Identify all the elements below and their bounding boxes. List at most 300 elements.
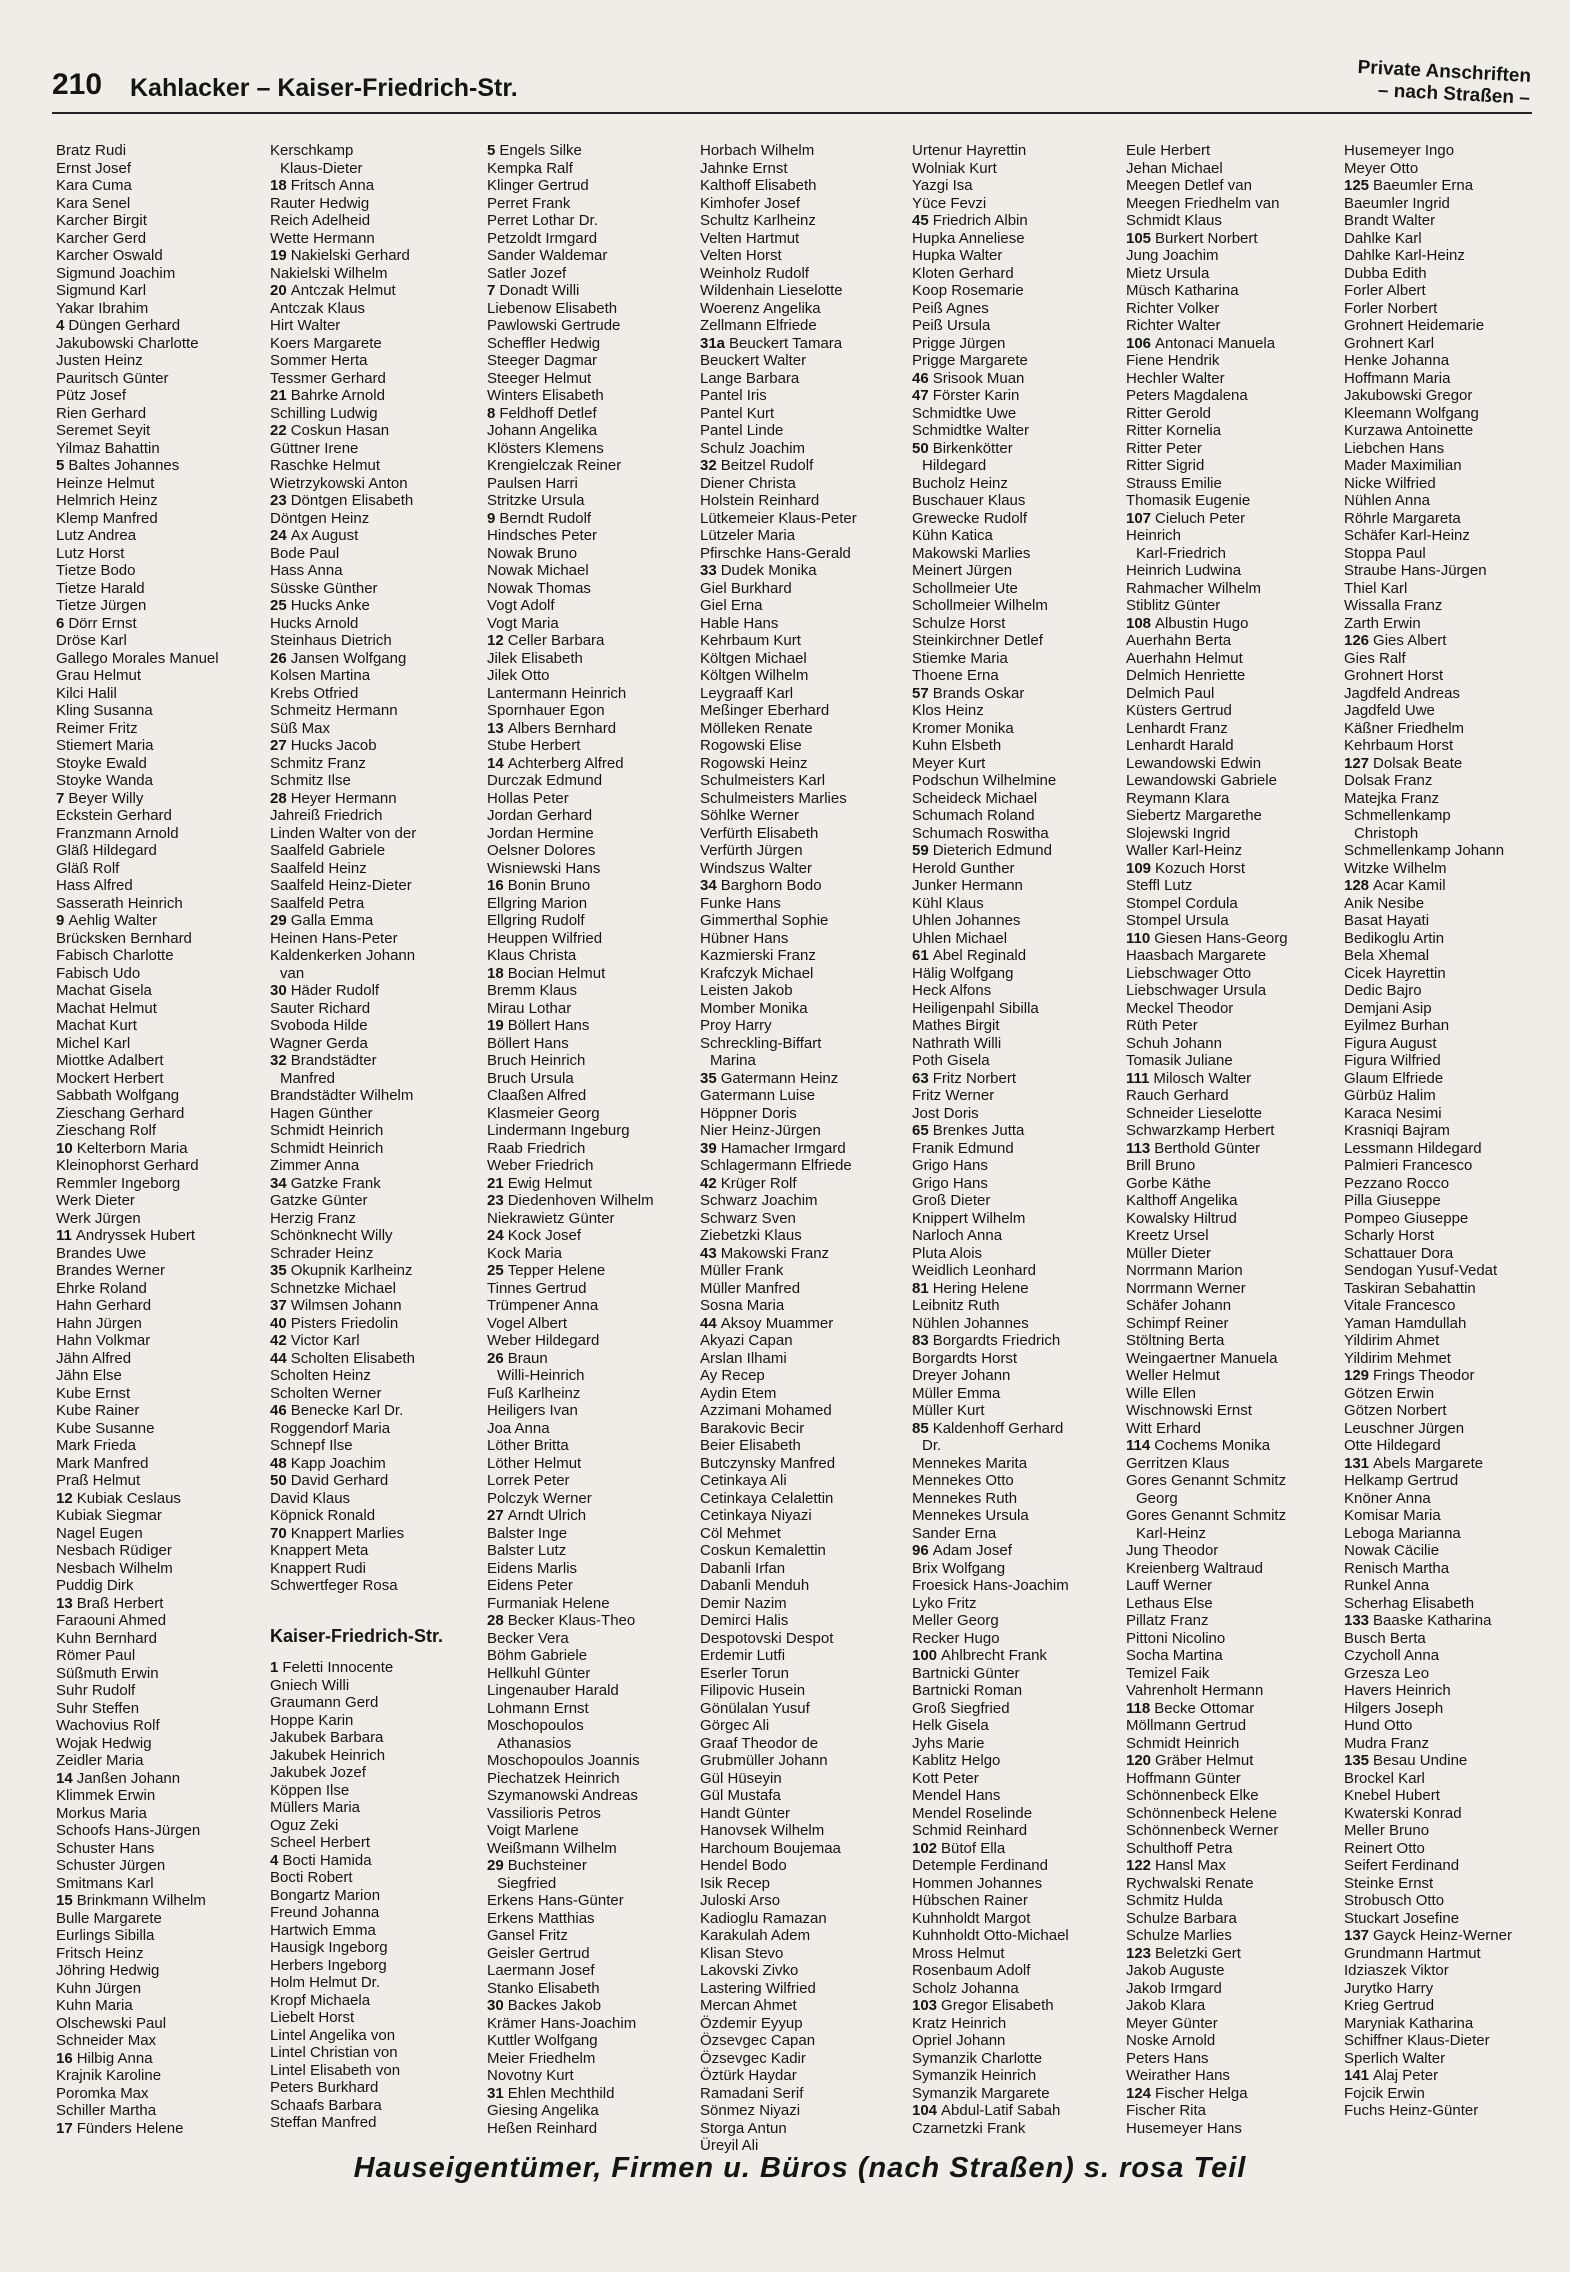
resident-entry: Erkens Matthias [487, 1909, 595, 1927]
resident-entry: Giel Erna [700, 597, 763, 614]
resident-entry [270, 1262, 443, 1280]
resident-entry: Remmler Ingeborg [56, 1174, 181, 1192]
resident-entry: Fischer Rita [1126, 2102, 1207, 2119]
resident-entry: Mennekes Ursula [912, 1507, 1029, 1524]
resident-entry: Slojewski Ingrid [1126, 824, 1231, 842]
resident-entry: Moschopoulos [487, 1717, 584, 1734]
resident-entry: Jähn Alfred [56, 1349, 132, 1367]
resident-entry: Kreetz Ursel [1126, 1227, 1209, 1244]
resident-name: David Gerhard [290, 1472, 389, 1489]
resident-entry: Jakob Klara [1126, 1997, 1206, 2014]
house-number: 18 [487, 964, 504, 982]
resident-entry: Hahn Jürgen [56, 1314, 142, 1332]
resident-entry: Groß Siegfried [912, 1699, 1010, 1717]
resident-entry [912, 1332, 1069, 1350]
resident-name: Baeumler Erna [1373, 177, 1474, 194]
resident-name: Fischer Helga [1155, 2084, 1248, 2102]
resident-entry: Jakubek Heinrich [270, 1746, 386, 1764]
house-number: 125 [1344, 177, 1370, 194]
resident-entry: Bulle Margarete [56, 1909, 162, 1927]
resident-entry: Schmellenkamp [1344, 807, 1451, 824]
resident-name: Brandstädter [290, 1052, 377, 1069]
resident-entry: Hahn Gerhard [56, 1297, 152, 1314]
resident-entry: Velten Horst [700, 247, 782, 264]
house-number: 19 [270, 247, 287, 264]
street-heading: Kaiser-Friedrich-Str. [270, 1626, 444, 1646]
resident-entry: Scholten Werner [270, 1384, 382, 1402]
resident-name: Böllert Hans [507, 1017, 590, 1034]
house-number: 43 [700, 1244, 717, 1262]
resident-entry: Lauff Werner [1126, 1577, 1213, 1594]
resident-entry: Freund Johanna [270, 1904, 380, 1921]
resident-entry: Mathes Birgit [912, 1017, 1000, 1034]
resident-entry: Junker Hermann [912, 877, 1023, 894]
resident-entry: Demjani Asip [1344, 999, 1432, 1017]
resident-entry: Borgardts Horst [912, 1349, 1018, 1367]
resident-entry: Nühlen Johannes [912, 1314, 1029, 1332]
resident-entry: Jordan Hermine [487, 824, 594, 842]
resident-entry: Meckel Theodor [1126, 999, 1234, 1017]
resident-entry: Stoyke Ewald [56, 754, 147, 772]
resident-entry: Norrmann Marion [1126, 1262, 1243, 1279]
resident-entry: Helkamp Gertrud [1344, 1472, 1459, 1489]
resident-entry [1344, 755, 1512, 773]
resident-entry: Marina [710, 1052, 756, 1069]
resident-entry: Delmich Henriette [1126, 667, 1246, 684]
resident-entry: Perret Lothar Dr. [487, 212, 598, 229]
resident-entry: Justen Heinz [56, 352, 143, 369]
resident-entry: Kuhnholdt Otto-Michael [912, 1927, 1069, 1944]
resident-entry: Weber Hildegard [487, 1332, 600, 1349]
house-number: 83 [912, 1332, 929, 1349]
resident-entry: Knappert Meta [270, 1542, 369, 1559]
house-number: 128 [1344, 877, 1370, 894]
resident-entry [1126, 1752, 1288, 1770]
house-number: 23 [487, 1192, 504, 1209]
resident-entry [487, 720, 654, 738]
resident-entry: Süsske Günther [270, 579, 378, 597]
resident-entry: Witt Erhard [1126, 1419, 1202, 1437]
resident-entry: Stompel Ursula [1126, 912, 1229, 929]
house-number: 31a [700, 334, 726, 352]
resident-entry: Pütz Josef [56, 387, 127, 404]
resident-entry: Pantel Iris [700, 387, 767, 404]
resident-name: Andryssek Hubert [75, 1227, 196, 1244]
resident-entry [1126, 1437, 1288, 1455]
resident-entry: Eyilmez Burhan [1344, 1017, 1450, 1034]
resident-entry: Seifert Ferdinand [1344, 1857, 1460, 1874]
resident-entry: Fojcik Erwin [1344, 2084, 1425, 2102]
resident-entry: Weißmann Wilhelm [487, 1839, 617, 1857]
resident-entry: Steinkirchner Detlef [912, 632, 1043, 649]
resident-entry: Stube Herbert [487, 737, 581, 754]
resident-entry [700, 1315, 857, 1333]
resident-entry: Schiffner Klaus-Dieter [1344, 2032, 1490, 2049]
resident-entry: Balster Lutz [487, 1542, 567, 1559]
house-number: 16 [487, 877, 504, 894]
resident-entry: Pittoni Nicolino [1126, 1629, 1226, 1647]
resident-entry: Pilla Giuseppe [1344, 1192, 1441, 1209]
house-number: 6 [56, 614, 65, 632]
resident-entry: Schönnenbeck Elke [1126, 1787, 1259, 1804]
resident-entry: Czycholl Anna [1344, 1647, 1440, 1664]
house-number: 25 [270, 597, 287, 614]
resident-entry: Erdemir Lutfi [700, 1647, 786, 1664]
resident-entry: Weingaertner Manuela [1126, 1349, 1278, 1367]
resident-entry: Schäfer Johann [1126, 1297, 1232, 1314]
resident-entry: Döntgen Heinz [270, 509, 370, 527]
house-number: 45 [912, 212, 929, 229]
resident-entry: Velten Hartmut [700, 229, 800, 247]
resident-entry: Nagel Eugen [56, 1524, 143, 1542]
resident-entry: Erkens Hans-Günter [487, 1892, 624, 1909]
resident-entry [487, 1227, 654, 1245]
resident-entry: Mark Manfred [56, 1454, 149, 1472]
resident-entry: Hoppe Karin [270, 1711, 354, 1729]
resident-entry: Sabbath Wolfgang [56, 1087, 180, 1104]
resident-entry: Glaum Elfriede [1344, 1069, 1444, 1087]
resident-entry: Lintel Elisabeth von [270, 2061, 401, 2079]
resident-entry [56, 457, 219, 475]
resident-entry: Müller Emma [912, 1384, 1001, 1402]
resident-name: Barghorn Bodo [720, 877, 822, 894]
resident-name: Fünders Helene [76, 2119, 184, 2137]
resident-entry: Schattauer Dora [1344, 1244, 1454, 1262]
resident-entry: Mennekes Marita [912, 1454, 1028, 1472]
resident-entry: Heck Alfons [912, 982, 992, 999]
resident-entry: Hechler Walter [1126, 369, 1225, 387]
directory-column-5 [912, 142, 1069, 2137]
resident-entry: Kube Susanne [56, 1419, 155, 1437]
resident-entry: Fabisch Charlotte [56, 947, 174, 964]
resident-entry: Karl-Heinz [1136, 1524, 1207, 1542]
resident-entry: Christoph [1354, 824, 1419, 842]
house-number: 30 [270, 982, 287, 999]
resident-entry: Czarnetzki Frank [912, 2119, 1026, 2137]
resident-entry: Ziebetzki Klaus [700, 1227, 802, 1244]
house-number: 11 [56, 1227, 72, 1244]
resident-entry: Suhr Steffen [56, 1699, 140, 1717]
resident-entry [1126, 1945, 1288, 1963]
resident-entry: Nowak Thomas [487, 579, 591, 597]
resident-entry: Hupka Walter [912, 247, 1003, 264]
resident-entry: Ellgring Marion [487, 894, 588, 912]
resident-entry: Klemp Manfred [56, 509, 158, 527]
resident-entry: Jahnke Ernst [700, 159, 788, 177]
resident-entry: Brill Bruno [1126, 1157, 1196, 1174]
resident-entry [487, 405, 654, 423]
house-number: 1 [270, 1659, 279, 1676]
resident-entry [270, 1297, 443, 1315]
resident-name: Dudek Monika [720, 562, 817, 579]
resident-entry: Figura August [1344, 1034, 1437, 1052]
resident-name: Baaske Katharina [1373, 1612, 1492, 1629]
resident-entry: Leisten Jakob [700, 982, 793, 999]
resident-entry: Norrmann Werner [1126, 1279, 1246, 1297]
resident-entry: Tietze Jürgen [56, 597, 147, 614]
house-number: 110 [1126, 929, 1151, 947]
house-number: 22 [270, 422, 287, 439]
resident-entry: Müsch Katharina [1126, 282, 1239, 299]
resident-entry [270, 1332, 443, 1350]
resident-entry: Balster Inge [487, 1524, 568, 1542]
resident-entry: Kalthoff Elisabeth [700, 177, 817, 194]
house-number: 23 [270, 492, 287, 509]
house-number: 113 [1126, 1139, 1151, 1157]
resident-entry: Straube Hans-Jürgen [1344, 562, 1487, 579]
resident-name: Nakielski Gerhard [290, 247, 410, 264]
resident-name: Engels Silke [499, 142, 582, 159]
resident-entry: Durczak Edmund [487, 772, 603, 789]
resident-entry [700, 1175, 857, 1193]
resident-entry: Trümpener Anna [487, 1297, 599, 1314]
resident-entry: Grau Helmut [56, 667, 142, 684]
resident-entry [1126, 860, 1288, 878]
resident-entry: Hahn Volkmar [56, 1332, 151, 1349]
resident-entry: Schiller Martha [56, 2102, 157, 2119]
resident-entry: Rosenbaum Adolf [912, 1962, 1031, 1979]
resident-entry: Pawlowski Gertrude [487, 317, 621, 334]
resident-entry [487, 632, 654, 650]
resident-entry: Rauch Gerhard [1126, 1087, 1229, 1104]
resident-entry: Stiblitz Günter [1126, 597, 1221, 614]
resident-entry: Brandstädter Wilhelm [270, 1087, 414, 1104]
house-number: 30 [487, 1997, 504, 2014]
resident-entry: Kube Ernst [56, 1384, 131, 1402]
resident-entry: Harchoum Boujemaa [700, 1839, 841, 1857]
resident-entry: Mennekes Ruth [912, 1489, 1018, 1507]
house-number: 105 [1126, 229, 1152, 247]
resident-entry: Buschauer Klaus [912, 492, 1026, 509]
resident-entry: Rychwalski Renate [1126, 1874, 1254, 1892]
resident-entry: Eserler Torun [700, 1664, 789, 1682]
resident-entry: Schuster Jürgen [56, 1857, 166, 1874]
resident-entry: Fuchs Heinz-Günter [1344, 2102, 1479, 2119]
resident-entry: Rien Gerhard [56, 404, 147, 422]
resident-name: Krüger Rolf [720, 1174, 797, 1192]
resident-entry: Henke Johanna [1344, 352, 1450, 369]
resident-entry: Hälig Wolfgang [912, 964, 1014, 982]
resident-entry: Pantel Linde [700, 422, 784, 439]
resident-entry: Liebchen Hans [1344, 439, 1445, 457]
house-number: 35 [270, 1262, 287, 1279]
resident-entry [912, 1997, 1069, 2015]
resident-entry: Jakubowski Gregor [1344, 387, 1473, 404]
resident-entry: Böhm Gabriele [487, 1647, 588, 1664]
resident-entry: Steffl Lutz [1126, 877, 1193, 894]
resident-entry [487, 1857, 654, 1875]
resident-name: Hansl Max [1155, 1857, 1226, 1874]
resident-entry [487, 965, 654, 983]
resident-entry: Özsevgec Kadir [700, 2049, 806, 2067]
resident-entry: Georg [1136, 1489, 1178, 1507]
resident-entry: Waller Karl-Heinz [1126, 842, 1243, 859]
resident-entry: Kuhn Bernhard [56, 1629, 157, 1647]
resident-entry [56, 1140, 219, 1158]
resident-entry: Lantermann Heinrich [487, 684, 627, 702]
resident-entry: Reinert Otto [1344, 1839, 1425, 1857]
resident-entry [912, 947, 1069, 965]
resident-name: Pisters Friedolin [290, 1314, 399, 1332]
resident-entry: Krebs Otfried [270, 684, 359, 702]
resident-entry: Tinnes Gertrud [487, 1279, 587, 1297]
resident-entry [270, 247, 443, 265]
resident-entry: Stoyke Wanda [56, 772, 153, 789]
resident-entry: Moschopoulos Joannis [487, 1752, 640, 1769]
resident-entry: Sigmund Karl [56, 282, 147, 299]
resident-entry [270, 737, 443, 755]
house-number: 102 [912, 1839, 938, 1857]
resident-entry: Hartwich Emma [270, 1921, 376, 1939]
house-number: 137 [1344, 1927, 1370, 1944]
resident-entry: Recker Hugo [912, 1629, 1000, 1647]
resident-entry: Dolsak Franz [1344, 772, 1433, 789]
resident-entry: Brücksken Bernhard [56, 929, 192, 947]
resident-entry [270, 1402, 443, 1420]
house-number: 124 [1126, 2084, 1152, 2102]
resident-entry: Karcher Gerd [56, 229, 147, 247]
house-number: 111 [1126, 1069, 1150, 1087]
resident-name: Hucks Jacob [290, 737, 377, 754]
resident-entry: Lessmann Hildegard [1344, 1139, 1482, 1157]
resident-entry: Gores Genannt Schmitz [1126, 1507, 1287, 1524]
house-number: 50 [270, 1472, 287, 1489]
resident-entry: Zimmer Anna [270, 1157, 360, 1174]
resident-entry [912, 1840, 1069, 1858]
resident-entry: Kleemann Wolfgang [1344, 404, 1479, 422]
resident-entry: Witzke Wilhelm [1344, 859, 1447, 877]
resident-entry: Gül Hüseyin [700, 1769, 782, 1787]
resident-entry: Filipovic Husein [700, 1682, 806, 1699]
resident-entry: Forler Albert [1344, 282, 1426, 299]
resident-name: Burkert Norbert [1155, 229, 1258, 247]
resident-entry [487, 510, 654, 528]
resident-entry: Ramadani Serif [700, 2084, 804, 2102]
resident-entry: Klimmek Erwin [56, 1787, 156, 1804]
resident-entry: Hübschen Rainer [912, 1892, 1028, 1909]
resident-name: Gregor Elisabeth [941, 1997, 1054, 2014]
resident-entry: Cetinkaya Celalettin [700, 1489, 834, 1507]
resident-entry: Brandes Uwe [56, 1244, 147, 1262]
resident-entry: Bedikoglu Artin [1344, 929, 1445, 947]
resident-entry: Sönmez Niyazi [700, 2102, 801, 2119]
resident-name: Gatermann Heinz [720, 1069, 839, 1087]
resident-entry: Ellgring Rudolf [487, 912, 585, 929]
resident-entry [700, 1140, 857, 1158]
resident-entry: Holstein Reinhard [700, 492, 820, 509]
resident-entry: Eule Herbert [1126, 142, 1211, 159]
resident-entry: Mendel Hans [912, 1787, 1001, 1804]
resident-entry: Jurytko Harry [1344, 1979, 1434, 1997]
resident-entry: Winters Elisabeth [487, 387, 604, 404]
resident-entry: Juloski Arso [700, 1892, 781, 1909]
resident-entry: Brockel Karl [1344, 1769, 1425, 1787]
resident-entry: Thiel Karl [1344, 579, 1408, 597]
house-number: 25 [487, 1262, 504, 1279]
house-number: 18 [270, 177, 287, 194]
house-number: 34 [270, 1174, 287, 1192]
resident-entry: Nier Heinz-Jürgen [700, 1122, 821, 1139]
house-number: 81 [912, 1279, 929, 1297]
resident-name: Janßen Johann [76, 1769, 181, 1787]
resident-entry: Rüth Peter [1126, 1017, 1198, 1034]
resident-entry: Kling Susanna [56, 702, 153, 719]
resident-name: Kelterborn Maria [76, 1139, 188, 1157]
resident-entry [270, 982, 443, 1000]
resident-entry: Azzimani Mohamed [700, 1402, 832, 1419]
resident-entry: Graaf Theodor de [700, 1734, 819, 1752]
resident-name: Albers Bernhard [507, 719, 617, 737]
resident-entry: Siebertz Margarethe [1126, 807, 1262, 824]
resident-name: Adam Josef [932, 1542, 1012, 1559]
house-number: 26 [487, 1349, 504, 1367]
resident-entry: Wolniak Kurt [912, 159, 997, 177]
resident-entry: Morkus Maria [56, 1804, 147, 1822]
resident-entry: Schwertfeger Rosa [270, 1577, 398, 1594]
resident-entry: Sigmund Joachim [56, 264, 176, 282]
resident-entry [912, 1280, 1069, 1298]
resident-entry: Giel Burkhard [700, 579, 792, 597]
resident-entry: Tessmer Gerhard [270, 369, 386, 387]
resident-entry: Matejka Franz [1344, 789, 1440, 807]
resident-entry: Gatermann Luise [700, 1087, 816, 1104]
house-number: 9 [56, 912, 65, 929]
resident-entry: Piechatzek Heinrich [487, 1769, 620, 1787]
resident-entry: Karcher Oswald [56, 247, 163, 264]
resident-entry: Knebel Hubert [1344, 1787, 1440, 1804]
resident-entry: Athanasios [497, 1734, 572, 1752]
resident-entry: Schmidt Heinrich [270, 1122, 384, 1139]
resident-entry [912, 440, 1069, 458]
resident-entry: Yilmaz Bahattin [56, 439, 160, 457]
resident-name: Beuckert Tamara [729, 334, 843, 352]
resident-entry: Rogowski Elise [700, 737, 802, 754]
house-number: 59 [912, 842, 929, 859]
resident-entry: Symanzik Margarete [912, 2084, 1050, 2102]
resident-name: Häder Rudolf [290, 982, 380, 999]
resident-entry: Stompel Cordula [1126, 894, 1238, 912]
section-title-line2: – nach Straßen – [1377, 80, 1531, 109]
resident-entry: Franik Edmund [912, 1139, 1014, 1157]
resident-entry: Anik Nesibe [1344, 894, 1425, 912]
resident-entry: Mudra Franz [1344, 1734, 1430, 1752]
resident-entry: Beier Elisabeth [700, 1437, 801, 1454]
resident-entry: Kropf Michaela [270, 1991, 371, 2009]
resident-name: Birkenkötter [932, 439, 1013, 457]
house-number: 21 [487, 1174, 504, 1192]
resident-entry: Joa Anna [487, 1419, 550, 1437]
resident-entry [270, 650, 443, 668]
resident-entry [56, 1595, 219, 1613]
resident-entry: Hucks Arnold [270, 614, 359, 632]
resident-entry: Klaus Christa [487, 947, 577, 964]
resident-name: Fritsch Anna [290, 177, 375, 194]
house-number: 16 [56, 2049, 73, 2067]
resident-entry: Ritter Sigrid [1126, 457, 1205, 474]
resident-entry: Nathrath Willi [912, 1034, 1002, 1052]
resident-entry: Smitmans Karl [56, 1874, 154, 1892]
resident-entry: Strobusch Otto [1344, 1892, 1445, 1909]
resident-entry: Möllmann Gertrud [1126, 1717, 1247, 1734]
resident-entry: Kock Maria [487, 1244, 563, 1262]
house-number: 14 [487, 754, 504, 772]
resident-entry: Gorbe Käthe [1126, 1174, 1212, 1192]
resident-entry: Jähn Else [56, 1367, 122, 1384]
resident-entry: Urtenur Hayrettin [912, 142, 1027, 159]
house-number: 10 [56, 1139, 73, 1157]
resident-name: Baltes Johannes [68, 457, 180, 474]
resident-entry: Grubmüller Johann [700, 1752, 828, 1769]
